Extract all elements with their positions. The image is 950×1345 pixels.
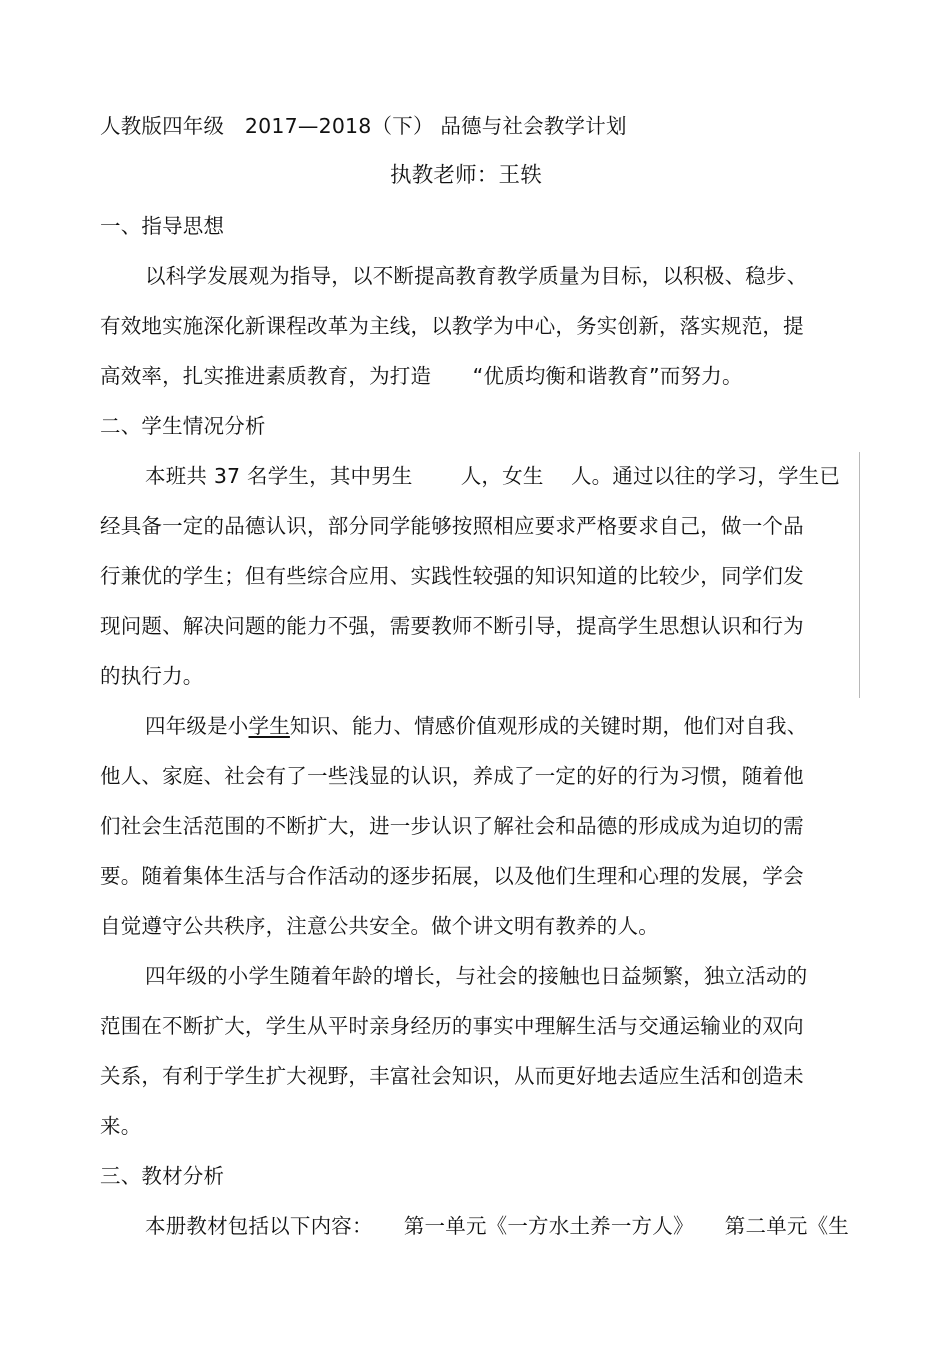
paragraph-line: 本班共 37 名学生，其中男生 人，女生 人。通过以往的学习，学生已 bbox=[145, 464, 841, 488]
paragraph-line: 经具备一定的品德认识，部分同学能够按照相应要求严格要求自己，做一个品 bbox=[100, 514, 804, 538]
paragraph-line: 他人、家庭、社会有了一些浅显的认识，养成了一定的好的行为习惯，随着他 bbox=[100, 764, 804, 788]
paragraph-line: 的执行力。 bbox=[100, 664, 204, 688]
section-heading-student-analysis: 二、学生情况分析 bbox=[100, 414, 266, 438]
paragraph-line: 们社会生活范围的不断扩大，进一步认识了解社会和品德的形成成为迫切的需 bbox=[100, 814, 804, 838]
paragraph-line: 本册教材包括以下内容： 第一单元《一方水土养一方人》 第二单元《生 bbox=[145, 1214, 849, 1238]
paragraph-line: 有效地实施深化新课程改革为主线，以教学为中心，务实创新，落实规范，提 bbox=[100, 314, 804, 338]
teacher-name: 执教老师：王轶 bbox=[390, 163, 542, 188]
paragraph-line: 四年级的小学生随着年龄的增长，与社会的接触也日益频繁，独立活动的 bbox=[145, 964, 808, 988]
paragraph-line-with-underline bbox=[145, 712, 807, 740]
document-title: 人教版四年级 2017—2018（下） 品德与社会教学计划 bbox=[100, 114, 627, 138]
paragraph-line: 关系，有利于学生扩大视野，丰富社会知识，从而更好地去适应生活和创造未 bbox=[100, 1064, 804, 1088]
paragraph-line: 现问题、解决问题的能力不强，需要教师不断引导，提高学生思想认识和行为 bbox=[100, 614, 804, 638]
paragraph-line: 以科学发展观为指导，以不断提高教育教学质量为目标，以积极、稳步、 bbox=[145, 264, 808, 288]
underlined-text: 学生 bbox=[248, 714, 290, 738]
margin-rule bbox=[859, 452, 860, 698]
paragraph-line: 行兼优的学生；但有些综合应用、实践性较强的知识知道的比较少，同学们发 bbox=[100, 564, 804, 588]
section-heading-guiding-thought: 一、指导思想 bbox=[100, 214, 225, 238]
section-heading-material-analysis: 三、教材分析 bbox=[100, 1164, 225, 1188]
paragraph-line: 范围在不断扩大，学生从平时亲身经历的事实中理解生活与交通运输业的双向 bbox=[100, 1014, 804, 1038]
paragraph-line: 要。随着集体生活与合作活动的逐步拓展，以及他们生理和心理的发展，学会 bbox=[100, 864, 804, 888]
paragraph-line: 高效率，扎实推进素质教育，为打造 “优质均衡和谐教育”而努力。 bbox=[100, 364, 743, 388]
text-segment: 四年级是小 bbox=[145, 714, 249, 738]
paragraph-line: 来。 bbox=[100, 1114, 142, 1138]
text-segment: 知识、能力、情感价值观形成的关键时期，他们对自我、 bbox=[289, 714, 808, 738]
paragraph-line: 自觉遵守公共秩序，注意公共安全。做个讲文明有教养的人。 bbox=[100, 914, 659, 938]
